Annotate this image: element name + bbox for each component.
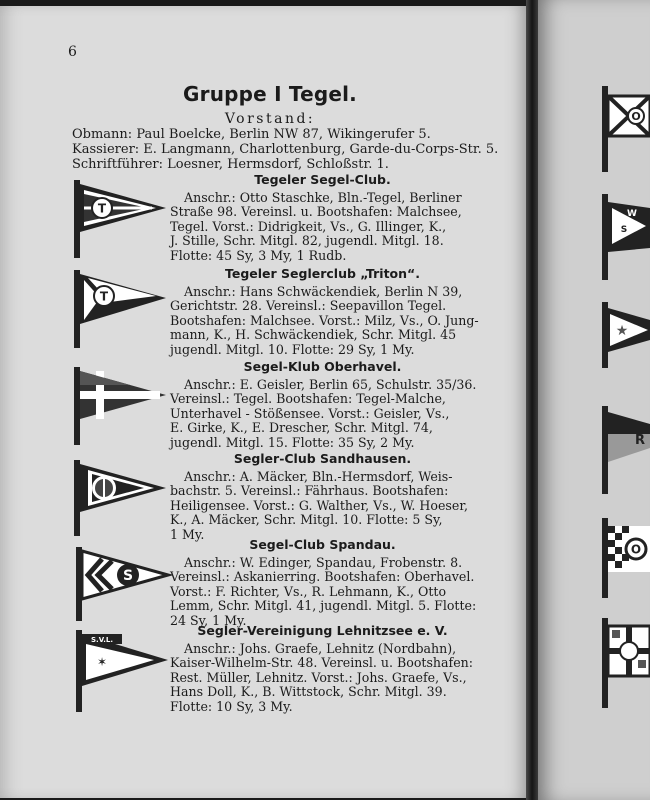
sandhausen-flag-icon (70, 458, 170, 538)
club-text-line: Tegel. Vorst.: Didrigkeit, Vs., G. Illinger, K., (170, 218, 447, 234)
club-text-line: Flotte: 10 Sy, 3 My. (170, 698, 293, 714)
right-page-flag-icon (598, 192, 650, 282)
club-text-line: Hans Doll, K., B. Wittstock, Schr. Mitgl. 39. (170, 684, 447, 700)
page-number: 6 (68, 44, 77, 60)
club-text-line: Anschr.: Johs. Graefe, Lehnitz (Nordbahn), (184, 640, 457, 656)
club-text-line: J. Stille, Schr. Mitgl. 82, jugendl. Mitgl. 18. (170, 233, 444, 249)
club-text-line: Rest. Müller, Lehnitz. Vorst.: Johs. Graefe, Vs., (170, 669, 467, 685)
club-name: Segel-Club Spandau. (249, 537, 396, 552)
club-text-line: 24 Sy, 1 My. (170, 612, 247, 628)
club-entry-tegeler-segel-club (170, 173, 475, 264)
right-page-flag-icon (598, 300, 650, 370)
club-text-line: Anschr.: Otto Staschke, Bln.-Tegel, Berliner (184, 189, 462, 205)
triton-flag-icon (70, 268, 170, 350)
right-page-flag-icon (598, 516, 650, 600)
board-heading: Vorstand: (224, 111, 316, 127)
club-text-line: Straße 98. Vereinsl. u. Bootshafen: Malchsee, (170, 204, 462, 220)
board-line-chairman: Obmann: Paul Boelcke, Berlin NW 87, Wikingerufer 5. (72, 127, 431, 142)
club-entry-spandau (170, 538, 475, 629)
club-text-line: mann, K., H. Schwäckendiek, Schr. Mitgl. 45 (170, 327, 457, 343)
club-text-line: Anschr.: A. Mäcker, Bln.-Hermsdorf, Weis- (184, 468, 453, 484)
club-name: Tegeler Seglerclub „Triton“. (224, 266, 420, 281)
club-text-line: Anschr.: E. Geisler, Berlin 65, Schulstr. 35/36. (184, 376, 477, 392)
club-text-line: Gerichtstr. 28. Vereinsl.: Seepavillon Tegel. (170, 298, 447, 314)
right-page-flag-icon (598, 616, 650, 710)
svg-text:S: S (122, 568, 134, 584)
group-title: Gruppe I Tegel. (183, 82, 357, 106)
club-text-line: jugendl. Mitgl. 10. Flotte: 29 Sy, 1 My. (170, 341, 415, 357)
book-gutter (526, 0, 538, 800)
club-text-line: Vorst.: F. Richter, Vs., R. Lehmann, K., Otto (170, 583, 447, 599)
club-entry-triton (170, 266, 479, 358)
club-name: Segler-Vereinigung Lehnitzsee e. V. (197, 623, 448, 638)
club-entry-sandhausen (170, 452, 475, 543)
club-text-line: bachstr. 5. Vereinsl.: Fährhaus. Bootshafen: (170, 483, 449, 499)
flag-letter: T (99, 289, 109, 304)
oberhavel-flag-icon (70, 365, 170, 447)
svg-text:✶: ✶ (96, 655, 108, 669)
club-text-line: Flotte: 45 Sy, 3 My, 1 Rudb. (170, 247, 347, 263)
club-text-line: Lemm, Schr. Mitgl. 41, jugendl. Mitgl. 5. Flotte: (170, 598, 477, 614)
flag-letter: S (620, 225, 628, 235)
lehnitzsee-flag-icon (72, 628, 172, 714)
right-page-flag-icon (598, 84, 650, 174)
club-text-line: Heiligensee. Vorst.: G. Walther, Vs., W. Hoeser, (170, 497, 468, 513)
flag-letter: S.V.L. (91, 636, 113, 644)
club-text-line: Vereinsl.: Askanierring. Bootshafen: Oberhavel. (170, 569, 475, 585)
club-text-line: Vereinsl.: Tegel. Bootshafen: Tegel-Malche, (170, 391, 446, 407)
club-text-line: 1 My. (170, 526, 205, 542)
flag-letter: W (627, 209, 637, 219)
board-line-secretary: Schriftführer: Loesner, Hermsdorf, Schloßstr. 1. (72, 157, 389, 172)
club-text-line: jugendl. Mitgl. 15. Flotte: 35 Sy, 2 My. (170, 434, 415, 450)
club-text-line: K., A. Mäcker, Schr. Mitgl. 10. Flotte: 5 Sy, (170, 512, 443, 528)
spandau-flag-icon (72, 545, 172, 623)
tegeler-segel-club-flag-icon (70, 178, 170, 260)
club-text-line: Unterhavel - Stößensee. Vorst.: Geisler, Vs., (170, 405, 450, 421)
flag-letter: O (631, 110, 641, 123)
club-text-line: Anschr.: W. Edinger, Spandau, Frobenstr. 8. (184, 554, 463, 570)
club-entry-oberhavel (170, 360, 475, 451)
club-name: Segler-Club Sandhausen. (233, 451, 412, 466)
flag-letter: O (630, 542, 642, 557)
board-line-treasurer: Kassierer: E. Langmann, Charlottenburg, Garde-du-Corps-Str. 5. (72, 142, 499, 157)
club-text-line: Anschr.: Hans Schwäckendiek, Berlin N 39, (184, 283, 463, 299)
flag-letter: T (97, 201, 107, 216)
right-page-flag-icon (598, 404, 650, 496)
club-text-line: E. Girke, K., E. Drescher, Schr. Mitgl. 74, (170, 420, 433, 436)
club-entry-lehnitzsee (170, 624, 475, 715)
svg-text:★: ★ (615, 323, 629, 339)
board-members (72, 127, 499, 172)
flag-letter: R (634, 433, 646, 448)
club-name: Tegeler Segel-Club. (254, 172, 391, 187)
club-text-line: Kaiser-Wilhelm-Str. 48. Vereinsl. u. Bootshafen: (170, 655, 474, 671)
club-name: Segel-Klub Oberhavel. (243, 359, 402, 374)
club-text-line: Bootshafen: Malchsee. Vorst.: Milz, Vs., O. Jung- (170, 312, 479, 328)
